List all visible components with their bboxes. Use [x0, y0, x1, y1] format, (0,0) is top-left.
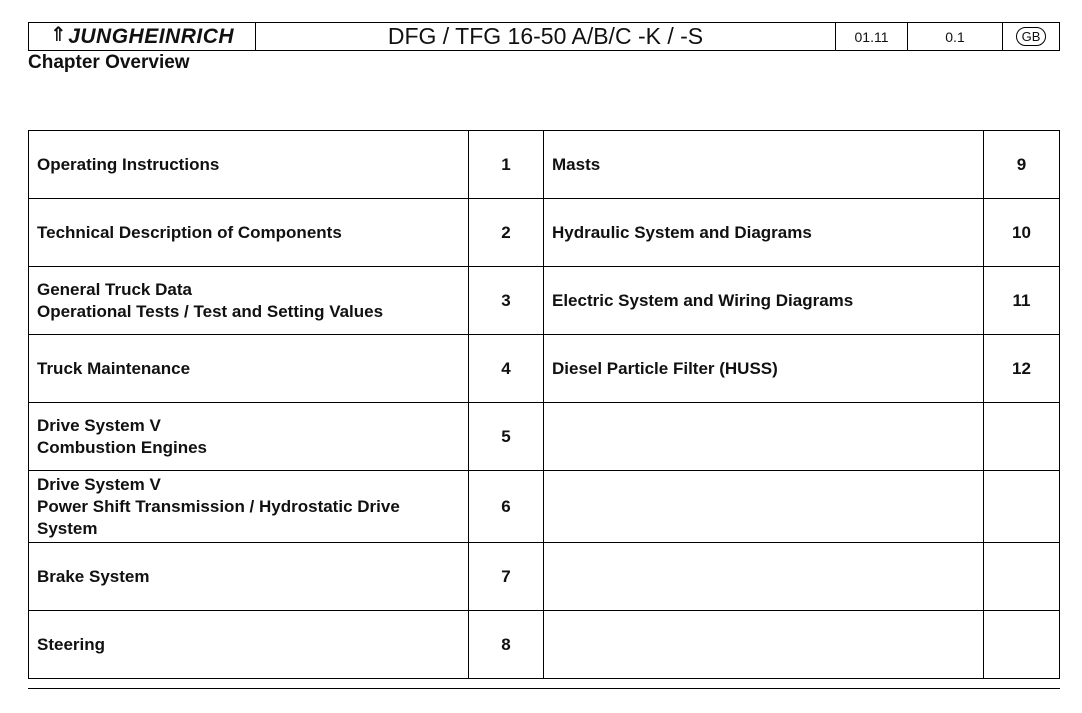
- brand-arrow-icon: ⇑: [49, 24, 68, 46]
- table-row: [29, 131, 1060, 199]
- table-row: [29, 267, 1060, 335]
- chapter-title-line: Combustion Engines: [37, 437, 207, 457]
- right-chapter-number: 12: [984, 335, 1060, 403]
- document-title: DFG / TFG 16-50 A/B/C -K / -S: [256, 23, 836, 50]
- left-chapter-number: 8: [469, 611, 544, 679]
- table-row: [29, 199, 1060, 267]
- right-chapter-title[interactable]: [544, 267, 984, 335]
- table-row: [29, 403, 1060, 471]
- right-chapter-number: 9: [984, 131, 1060, 199]
- right-chapter-number: 11: [984, 267, 1060, 335]
- chapter-title-line: Electric System and Wiring Diagrams: [552, 290, 854, 310]
- chapter-overview-table: [28, 130, 1060, 679]
- chapter-title-line: Hydraulic System and Diagrams: [552, 222, 812, 242]
- right-chapter-title[interactable]: [544, 335, 984, 403]
- language-badge: GB: [1016, 27, 1047, 46]
- chapter-title-line: Masts: [552, 154, 601, 174]
- document-header: [28, 22, 1060, 51]
- right-chapter-number: [984, 403, 1060, 471]
- right-chapter-title[interactable]: [544, 611, 984, 679]
- left-chapter-title[interactable]: [29, 267, 469, 335]
- table-row: [29, 335, 1060, 403]
- right-chapter-number: [984, 543, 1060, 611]
- brand-name: JUNGHEINRICH: [68, 24, 235, 48]
- language-cell: [1003, 23, 1059, 50]
- chapter-title-line: Operational Tests / Test and Setting Values: [37, 301, 384, 321]
- left-chapter-number: 1: [469, 131, 544, 199]
- chapter-title-line: System: [37, 518, 98, 538]
- right-chapter-title[interactable]: [544, 471, 984, 543]
- chapter-title-line: Brake System: [37, 566, 150, 586]
- document-date: 01.11: [836, 23, 908, 50]
- chapter-title-line: Steering: [37, 634, 106, 654]
- brand-logo: [29, 23, 256, 50]
- chapter-title-line: Diesel Particle Filter (HUSS): [552, 358, 778, 378]
- left-chapter-number: 2: [469, 199, 544, 267]
- document-version: 0.1: [908, 23, 1003, 50]
- left-chapter-title[interactable]: [29, 131, 469, 199]
- left-chapter-title[interactable]: [29, 199, 469, 267]
- right-chapter-number: [984, 471, 1060, 543]
- left-chapter-number: 3: [469, 267, 544, 335]
- right-chapter-number: 10: [984, 199, 1060, 267]
- chapter-title-line: Drive System V: [37, 415, 161, 435]
- chapter-title-line: Operating Instructions: [37, 154, 220, 174]
- table-row: [29, 543, 1060, 611]
- chapter-title-line: Truck Maintenance: [37, 358, 191, 378]
- right-chapter-title[interactable]: [544, 131, 984, 199]
- chapter-title-line: Power Shift Transmission / Hydrostatic Drive: [37, 496, 400, 516]
- chapter-title-line: Technical Description of Components: [37, 222, 342, 242]
- right-chapter-number: [984, 611, 1060, 679]
- left-chapter-number: 5: [469, 403, 544, 471]
- right-chapter-title[interactable]: [544, 403, 984, 471]
- chapter-title-line: Drive System V: [37, 474, 161, 494]
- left-chapter-title[interactable]: [29, 471, 469, 543]
- chapter-title-line: General Truck Data: [37, 279, 192, 299]
- left-chapter-number: 4: [469, 335, 544, 403]
- page-title: Chapter Overview: [28, 52, 190, 73]
- left-chapter-title[interactable]: [29, 403, 469, 471]
- left-chapter-title[interactable]: [29, 611, 469, 679]
- left-chapter-number: 6: [469, 471, 544, 543]
- left-chapter-title[interactable]: [29, 543, 469, 611]
- right-chapter-title[interactable]: [544, 199, 984, 267]
- left-chapter-number: 7: [469, 543, 544, 611]
- table-row: [29, 611, 1060, 679]
- right-chapter-title[interactable]: [544, 543, 984, 611]
- table-row: [29, 471, 1060, 543]
- footer-rule: [28, 688, 1060, 689]
- left-chapter-title[interactable]: [29, 335, 469, 403]
